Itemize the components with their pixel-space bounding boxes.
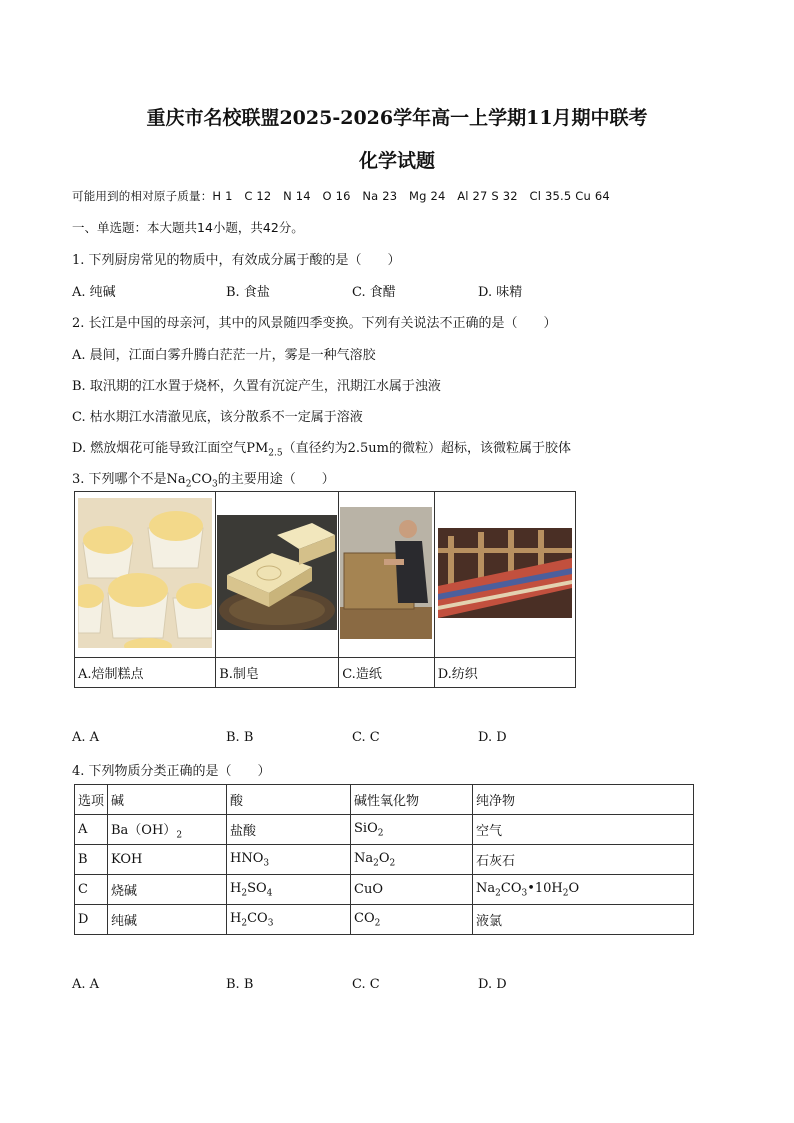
table-row [75, 845, 694, 875]
table-row [75, 815, 694, 845]
q1-option-a: A. 纯碱 [72, 285, 116, 300]
q3-stem-prefix: 3. 下列哪个不是 [72, 472, 167, 487]
table-row [75, 875, 694, 905]
q3-stem-suffix: 的主要用途（ ） [217, 472, 335, 487]
table-cell: 石灰石 [473, 845, 694, 875]
table-cell: $H_2SO_4$ [227, 875, 351, 905]
q3-caption-c: C.造纸 [339, 658, 435, 688]
q4-option-c: C. C [352, 977, 380, 992]
q3-caption-d: D.纺织 [434, 658, 575, 688]
loom-image [438, 528, 572, 618]
q4-option-d: D. D [478, 977, 507, 992]
q1-option-d: D. 味精 [478, 285, 523, 300]
table-cell: $Ba(OH)_2$ [108, 815, 227, 845]
exam-title: 重庆市名校联盟2025-2026学年高一上学期11月期中联考 [146, 107, 648, 129]
table-cell: 盐酸 [227, 815, 351, 845]
table-cell: D [75, 905, 108, 935]
soap-image [217, 515, 337, 630]
q4-header-row [75, 785, 694, 815]
q4-option-b: B. B [226, 977, 254, 992]
q3-stem [72, 468, 335, 490]
table-cell: SiO$_2$ [351, 815, 473, 845]
table-row [75, 905, 694, 935]
q4-option-a: A. A [72, 977, 100, 992]
q3-caption-a: A.焙制糕点 [75, 658, 216, 688]
table-cell: 纯碱 [108, 905, 227, 935]
table-cell: 液氯 [473, 905, 694, 935]
table-cell: $HNO_3$ [227, 845, 351, 875]
table-cell: 烧碱 [108, 875, 227, 905]
table-cell: $H_2CO_3$ [227, 905, 351, 935]
q4-classification-table [74, 784, 694, 935]
papermaking-image [340, 507, 432, 639]
table-cell: CuO [351, 875, 473, 905]
q4-header-cell: 纯净物 [473, 785, 694, 815]
q4-header-cell: 选项 [75, 785, 108, 815]
q2-option-c: C. 枯水期江水清澈见底，该分散系不一定属于溶液 [72, 410, 363, 425]
q3-image-cell-c [339, 492, 435, 658]
q3-stem-formula: $Na_2CO_3$ [166, 472, 218, 490]
table-cell: A [75, 815, 108, 845]
q1-option-b: B. 食盐 [226, 285, 270, 300]
exam-subtitle: 化学试题 [358, 150, 435, 172]
q3-image-cell-b [216, 492, 339, 658]
table-cell: $CO_2$ [351, 905, 473, 935]
table-cell: B [75, 845, 108, 875]
table-cell: KOH [108, 845, 227, 875]
table-cell: C [75, 875, 108, 905]
q3-caption-b: B.制皂 [216, 658, 339, 688]
q2-stem: 2. 长江是中国的母亲河，其中的风景随四季变换。下列有关说法不正确的是（ ） [72, 316, 557, 331]
q3-image-table [74, 491, 576, 688]
q4-header-cell: 碱 [108, 785, 227, 815]
q3-option-c: C. C [352, 730, 380, 745]
q3-image-cell-d [434, 492, 575, 658]
q3-option-a: A. A [72, 730, 100, 745]
q4-header-cell: 酸 [227, 785, 351, 815]
atomic-masses: 可能用到的相对原子质量：H 1 C 12 N 14 O 16 Na 23 Mg 24 Al 27 S 32 Cl 35.5 Cu 64 [72, 189, 610, 203]
table-cell: 空气 [473, 815, 694, 845]
table-cell: $Na_2O_2$ [351, 845, 473, 875]
q3-option-b: B. B [226, 730, 254, 745]
q2-option-d: D. 燃放烟花可能导致江面空气$PM_{2.5}$（直径约为2.5um的微粒）超标，该微粒属于胶体 [72, 441, 571, 459]
q1-option-c: C. 食醋 [352, 285, 396, 300]
table-cell: $Na_2CO_3•10H_2O$ [473, 875, 694, 905]
q2-option-a: A. 晨间，江面白雾升腾白茫茫一片，雾是一种气溶胶 [72, 348, 376, 363]
q1-stem: 1. 下列厨房常见的物质中，有效成分属于酸的是（ ） [72, 253, 401, 268]
q3-image-cell-a [75, 492, 216, 658]
q4-header-cell: 碱性氧化物 [351, 785, 473, 815]
q2-option-b: B. 取汛期的江水置于烧杯，久置有沉淀产生，汛期江水属于浊液 [72, 379, 441, 394]
q4-stem: 4. 下列物质分类正确的是（ ） [72, 764, 271, 779]
section-heading: 一、单选题：本大题共14小题，共42分。 [72, 220, 304, 235]
cupcakes-image [78, 498, 212, 648]
q3-option-d: D. D [478, 730, 507, 745]
